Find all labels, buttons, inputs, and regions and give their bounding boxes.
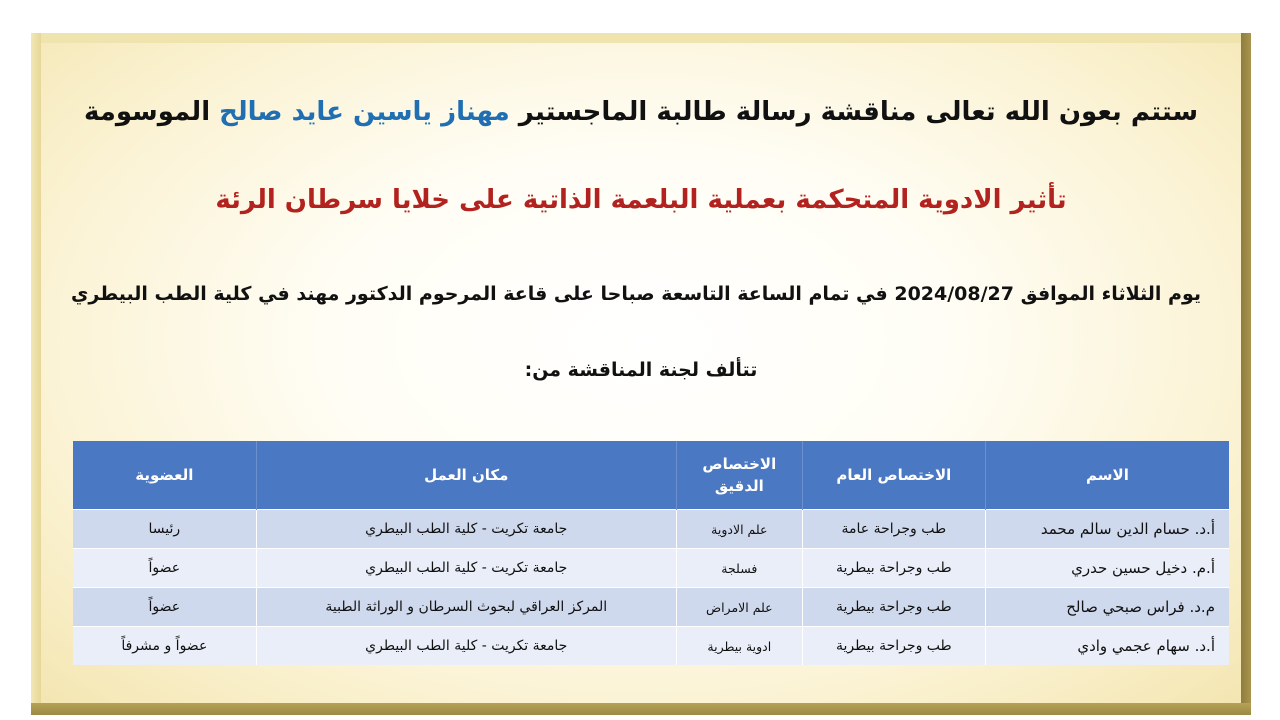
member-membership: عضواً <box>73 588 256 627</box>
header-workplace: مكان العمل <box>256 441 676 510</box>
header-membership: العضوية <box>73 441 256 510</box>
member-general-specialty: طب وجراحة عامة <box>802 510 985 549</box>
committee-intro: تتألف لجنة المناقشة من: <box>524 359 758 381</box>
header-general-specialty: الاختصاص العام <box>802 441 985 510</box>
announcement-prefix: ستتم بعون الله تعالى مناقشة رسالة طالبة الماجستير <box>518 97 1199 127</box>
table-row <box>73 627 1229 666</box>
frame-bevel-left <box>31 33 41 715</box>
table-header-row <box>73 441 1229 510</box>
member-name: أ.د. سهام عجمي وادي <box>985 627 1229 666</box>
header-specific-specialty: الاختصاص الدقيق <box>676 441 802 510</box>
committee-table <box>73 441 1229 665</box>
slide-content <box>41 43 1241 703</box>
announcement-suffix: الموسومة <box>83 97 211 127</box>
member-workplace: جامعة تكريت - كلية الطب البيطري <box>256 549 676 588</box>
member-specific-specialty: ادوية بيطرية <box>676 627 802 666</box>
frame-bevel-top <box>31 33 1251 43</box>
member-workplace: جامعة تكريت - كلية الطب البيطري <box>256 627 676 666</box>
member-membership: عضواً و مشرفاً <box>73 627 256 666</box>
student-name: مهناز ياسين عايد صالح <box>219 97 510 127</box>
member-workplace: جامعة تكريت - كلية الطب البيطري <box>256 510 676 549</box>
member-general-specialty: طب وجراحة بيطرية <box>802 549 985 588</box>
thesis-title: تأثير الادوية المتحكمة بعملية البلعمة الذاتية على خلايا سرطان الرئة <box>215 185 1067 215</box>
member-general-specialty: طب وجراحة بيطرية <box>802 588 985 627</box>
member-specific-specialty: فسلجة <box>676 549 802 588</box>
member-specific-specialty: علم الادوية <box>676 510 802 549</box>
table-row <box>73 588 1229 627</box>
header-name: الاسم <box>985 441 1229 510</box>
member-name: م.د. فراس صبحي صالح <box>985 588 1229 627</box>
member-name: أ.د. حسام الدين سالم محمد <box>985 510 1229 549</box>
member-general-specialty: طب وجراحة بيطرية <box>802 627 985 666</box>
member-name: أ.م. دخيل حسين حدري <box>985 549 1229 588</box>
date-location-line: يوم الثلاثاء الموافق 2024/08/27 في تمام الساعة التاسعة صباحا على قاعة المرحوم الدكتور مهند في كلية الطب البيطري <box>70 283 1201 305</box>
slide-frame <box>31 33 1251 715</box>
frame-bevel-bottom <box>31 703 1251 715</box>
table-row <box>73 510 1229 549</box>
member-membership: رئيسا <box>73 510 256 549</box>
member-membership: عضواً <box>73 549 256 588</box>
announcement-line <box>81 97 1201 127</box>
table-row <box>73 549 1229 588</box>
member-specific-specialty: علم الامراض <box>676 588 802 627</box>
frame-bevel-right <box>1241 33 1251 715</box>
member-workplace: المركز العراقي لبحوث السرطان و الوراثة الطبية <box>256 588 676 627</box>
